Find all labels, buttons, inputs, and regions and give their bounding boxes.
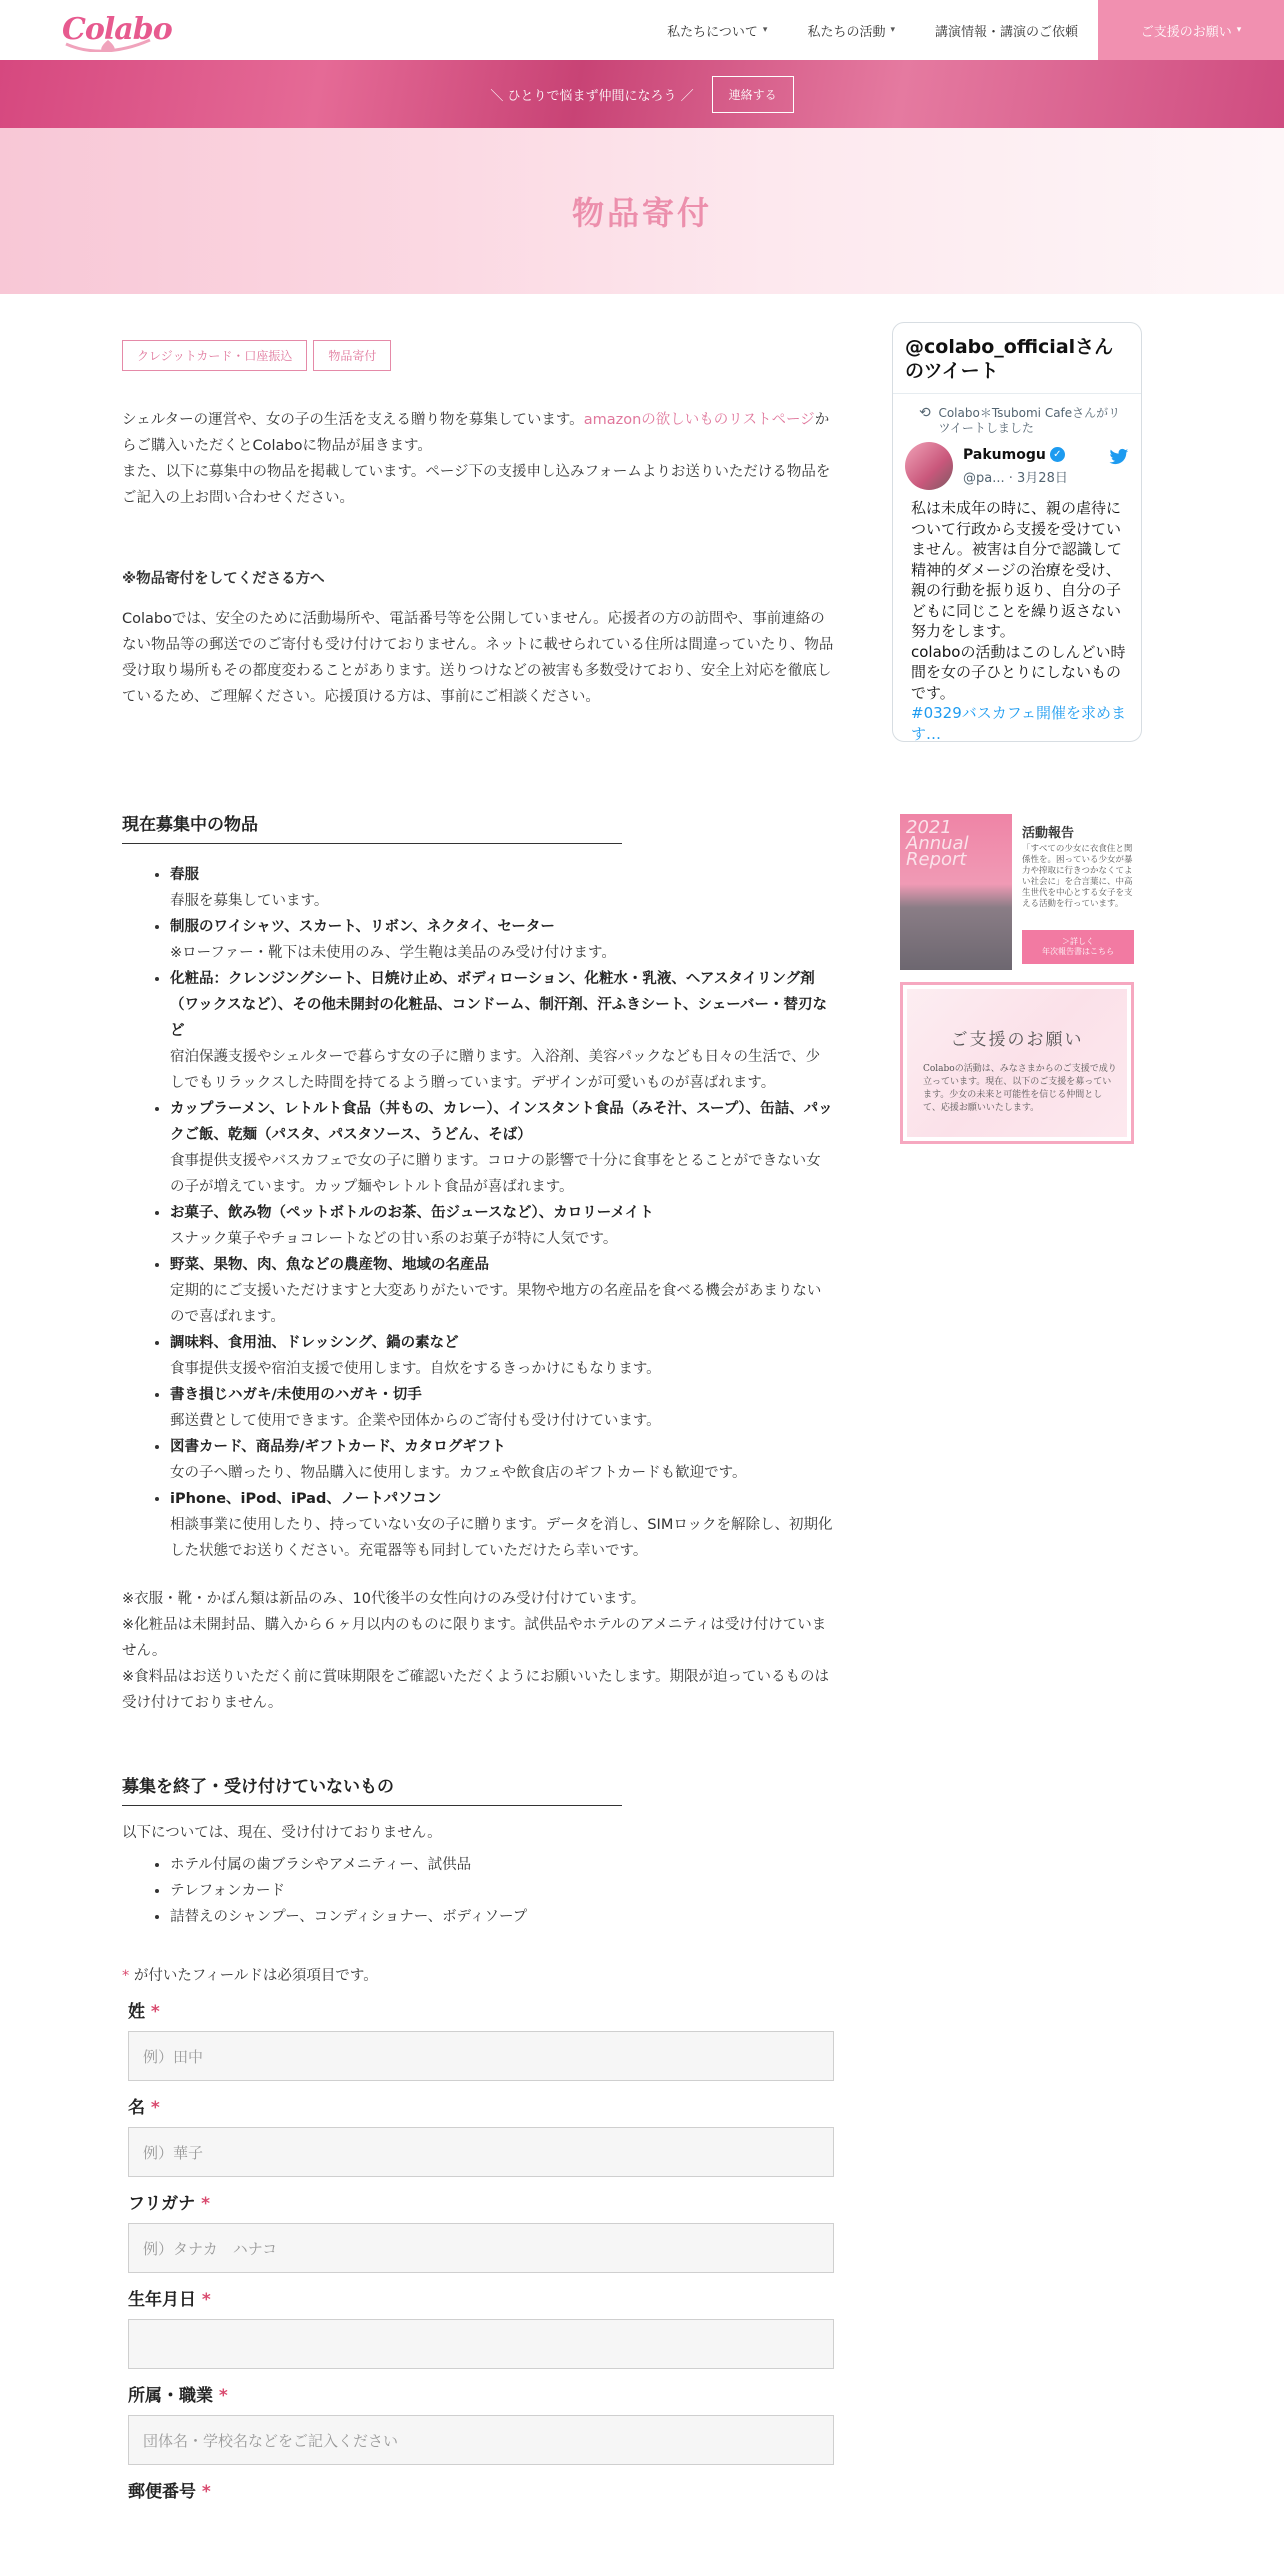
verified-badge-icon: ✓	[1050, 447, 1065, 462]
list-item	[170, 1200, 834, 1252]
contact-button[interactable]: 連絡する	[712, 76, 794, 113]
affiliation-label	[128, 2381, 834, 2407]
chevron-down-icon: ▾	[890, 25, 895, 35]
birthdate-input[interactable]	[128, 2319, 834, 2369]
last-name-label	[128, 1997, 834, 2023]
note-line: ※化粧品は未開封品、購入から６ヶ月以内のものに限ります。試供品やホテルのアメニティは受け付けていません。	[122, 1617, 827, 1659]
field-label-text: 生年月日	[128, 2290, 196, 2310]
tag-goods-donation[interactable]: 物品寄付	[313, 340, 391, 371]
field-label-text: 郵便番号	[128, 2482, 196, 2502]
list-item	[170, 1252, 834, 1330]
nav-support-label: ご支援のお願い	[1140, 24, 1232, 40]
item-desc: 食事提供支援や宿泊支援で使用します。自炊をするきっかけにもなります。	[170, 1361, 661, 1377]
annual-report-cover[interactable]	[900, 814, 1012, 970]
closed-items-title: 募集を終了・受け付けていないもの	[122, 1772, 622, 1806]
list-item	[170, 1096, 834, 1200]
amazon-wishlist-link[interactable]: amazonの欲しいものリストページ	[583, 412, 815, 428]
required-star: *	[201, 2290, 211, 2310]
intro-text	[122, 407, 834, 511]
note-line: ※衣服・靴・かばん類は新品のみ、10代後半の女性向けのみ受け付けています。	[122, 1591, 646, 1607]
current-items-title: 現在募集中の物品	[122, 810, 622, 844]
annual-report-cover-text: 2021 Annual Report	[906, 817, 969, 870]
annual-report-text: 「すべての少女に衣食住と関係性を。困っている少女が暴力や搾取に行きつかなくてよい社会に」を合言葉に、中高生世代を中心とする女子を支える活動を行っています。	[1022, 844, 1133, 909]
birthdate-label	[128, 2285, 834, 2311]
tweet-body	[893, 490, 1141, 742]
closed-items-list	[122, 1852, 834, 1930]
list-item	[170, 1382, 834, 1434]
user-name: Pakumogu	[963, 446, 1046, 463]
nav-lectures-label: 講演情報・講演のご依頼	[934, 24, 1078, 40]
tweet-text: 私は未成年の時に、親の虐待について行政から支援を受けていません。被害は自分で認識して精神的ダメージの治療を受け、親の行動を振り返り、自分の子どもに同じことを繰り返さない努力をします。 colaboの活動はこのしんどい時間を女の子ひとりにしないものです。	[911, 499, 1126, 702]
nav-activities-label: 私たちの活動	[807, 24, 886, 40]
nav-about-label: 私たちについて	[667, 24, 758, 40]
first-name-label	[128, 2093, 834, 2119]
annual-report-card[interactable]	[900, 814, 1136, 970]
site-header	[0, 0, 1284, 60]
postal-code-label	[128, 2477, 834, 2503]
list-item	[170, 1434, 834, 1486]
annual-report-title: 活動報告	[1022, 826, 1075, 841]
notice-heading: ※物品寄付をしてくださる方へ	[122, 571, 325, 587]
donation-form	[122, 1997, 834, 2503]
current-items-list	[122, 862, 834, 1564]
tweet-author-name[interactable]	[963, 447, 1109, 463]
support-card-title: ご支援のお願い	[950, 1030, 1084, 1050]
main-content	[122, 340, 834, 2503]
intro-text-2: からご購入いただくとColaboに物品が届きます。	[122, 412, 830, 454]
banner-text: ＼ ひとりで悩まず仲間になろう ／	[490, 88, 694, 104]
list-item	[170, 862, 834, 914]
tweet-hashtag[interactable]: #0329バスカフェ開催を求めます…	[911, 704, 1126, 742]
field-label-text: フリガナ	[128, 2194, 196, 2214]
item-desc: 郵送費として使用できます。企業や団体からのご寄付も受け付けています。	[170, 1413, 661, 1429]
page-title: 物品寄付	[571, 194, 712, 232]
current-items-notes	[122, 1586, 834, 1716]
last-name-input[interactable]: 例）田中	[128, 2031, 834, 2081]
retweet-indicator	[893, 394, 1141, 436]
item-title: • 制服のワイシャツ、スカート、リボン、ネクタイ、セーター	[170, 919, 555, 935]
list-item	[170, 1486, 834, 1564]
required-star: *	[201, 2482, 211, 2502]
tweet-author[interactable]	[893, 436, 1141, 490]
item-title: • 春服	[170, 867, 199, 883]
support-request-card[interactable]	[900, 982, 1134, 1144]
required-star: *	[122, 1968, 130, 1984]
item-title: • 野菜、果物、肉、魚などの農産物、地域の名産品	[170, 1257, 489, 1273]
main-nav	[647, 0, 1284, 60]
furigana-input[interactable]: 例）タナカ ハナコ	[128, 2223, 834, 2273]
item-title: • カップラーメン、レトルト食品（丼もの、カレー）、インスタント食品（みそ汁、スープ）、缶詰、パックご飯、乾麺（パスタ、パスタソース、うどん、そば）	[170, 1101, 833, 1143]
item-desc: 相談事業に使用したり、持っていない女の子に贈ります。データを消し、SIMロックを解除し、初期化した状態でお送りください。充電器等も同封していただけたら幸いです。	[170, 1517, 833, 1559]
nav-activities[interactable]	[787, 0, 915, 60]
required-star: *	[150, 2098, 160, 2118]
furigana-label	[128, 2189, 834, 2215]
item-title: • 調味料、食用油、ドレッシング、鍋の素など	[170, 1335, 459, 1351]
field-label-text: 姓	[128, 2002, 145, 2022]
item-title: • お菓子、飲み物（ペットボトルのお茶、缶ジュースなど）、カロリーメイト	[170, 1205, 654, 1221]
support-card-text: Colaboの活動は、みなさまからのご支援で成り立っています。現在、以下のご支援を募っています。少女の未来と可能性を信じる仲間として、応援お願いいたします。	[923, 1064, 1117, 1113]
list-item	[170, 1330, 834, 1382]
nav-support[interactable]	[1098, 0, 1284, 60]
tweet-handle-date	[963, 467, 1109, 486]
list-item: • テレフォンカード	[170, 1878, 834, 1904]
user-handle: @pa...	[963, 470, 1005, 486]
chevron-down-icon: ▾	[762, 25, 768, 35]
chevron-down-icon: ▾	[1236, 25, 1242, 35]
item-desc: 春服を募集しています。	[170, 893, 329, 909]
page-hero	[0, 128, 1284, 294]
annual-report-button[interactable]: ＞詳しく 年次報告書はこちら	[1022, 930, 1134, 964]
nav-lectures[interactable]	[915, 0, 1098, 60]
item-desc: 食事提供支援やバスカフェで女の子に贈ります。コロナの影響で十分に食事をとることができない女の子が増えています。カップ麺やレトルト食品が喜ばれます。	[170, 1153, 821, 1195]
twitter-timeline-header[interactable]: @colabo_officialさんのツイート	[893, 323, 1141, 394]
intro-text-3: また、以下に募集中の物品を掲載しています。ページ下の支援申し込みフォームよりお送りいただける物品をご記入の上お問い合わせください。	[122, 464, 831, 506]
item-desc: 定期的にご支援いただけますと大変ありがたいです。果物や地方の名産品を食べる機会があまりないので喜ばれます。	[170, 1283, 822, 1325]
required-note	[122, 1964, 834, 1985]
list-item	[170, 914, 834, 966]
logo-text: Colabo	[62, 12, 172, 47]
item-title: • 化粧品：クレンジングシート、日焼け止め、ボディローション、化粧水・乳液、ヘアスタイリング剤（ワックスなど）、その他未開封の化粧品、コンドーム、制汗剤、汗ふきシート、シェーバー・替刃など	[170, 971, 827, 1039]
item-desc: 女の子へ贈ったり、物品購入に使用します。カフェや飲食店のギフトカードも歓迎です。	[170, 1465, 747, 1481]
tag-credit-card[interactable]: クレジットカード・口座振込	[122, 340, 307, 371]
field-label-text: 名	[128, 2098, 145, 2118]
contact-banner	[0, 60, 1284, 128]
required-star: *	[150, 2002, 160, 2022]
affiliation-input[interactable]: 団体名・学校名などをご記入ください	[128, 2415, 834, 2465]
retweet-text: Colabo＊Tsubomi Cafeさんがリツイートしました	[938, 406, 1121, 435]
item-title: • 書き損じハガキ/未使用のハガキ・切手	[170, 1387, 422, 1403]
avatar[interactable]	[905, 442, 953, 490]
required-note-text: が付いたフィールドは必須項目です。	[129, 1968, 378, 1984]
colabo-logo[interactable]	[58, 10, 172, 52]
twitter-bird-icon[interactable]	[1109, 448, 1131, 470]
closed-items-intro: 以下については、現在、受け付けておりません。	[122, 1825, 442, 1841]
list-item: • ホテル付属の歯ブラシやアメニティー、試供品	[170, 1852, 834, 1878]
item-desc: 宿泊保護支援やシェルターで暮らす女の子に贈ります。入浴剤、美容パックなども日々の生活で、少しでもリラックスした時間を持てるよう贈っています。デザインが可愛いものが喜ばれます。	[170, 1049, 821, 1091]
nav-about[interactable]	[647, 0, 787, 60]
list-item: • 詰替えのシャンプー、コンディショナー、ボディソープ	[170, 1904, 834, 1930]
category-tags	[122, 340, 834, 371]
notice-text: Colaboでは、安全のために活動場所や、電話番号等を公開していません。応援者の方の訪問や、事前連絡のない物品等の郵送でのご寄付も受け付けておりません。ネットに載せられている住所は間違っていたり、物品受け取り場所もその都度変わることがあります。送りつけなどの被害も多数受けており、安全上対応を徹底しているため、ご理解ください。応援頂ける方は、事前にご相談ください。	[122, 611, 834, 705]
retweet-icon: ⟲	[919, 405, 931, 421]
item-title: • 図書カード、商品券/ギフトカード、カタログギフト	[170, 1439, 506, 1455]
list-item	[170, 966, 834, 1096]
item-desc: ※ローファー・靴下は未使用のみ、学生鞄は美品のみ受け付けます。	[170, 945, 616, 961]
note-line: ※食料品はお送りいただく前に賞味期限をご確認いただくようにお願いいたします。期限が迫っているものは受け付けておりません。	[122, 1669, 829, 1711]
tweet-author-names	[963, 447, 1109, 486]
required-star: *	[201, 2194, 210, 2214]
required-star: *	[218, 2386, 228, 2406]
tweet-date[interactable]: · 3月28日	[1008, 470, 1068, 486]
field-label-text: 所属・職業	[128, 2386, 213, 2406]
intro-text-1: シェルターの運営や、女の子の生活を支える贈り物を募集しています。	[122, 412, 584, 428]
item-title: • iPhone、iPod、iPad、ノートパソコン	[170, 1491, 442, 1507]
first-name-input[interactable]: 例）華子	[128, 2127, 834, 2177]
item-desc: スナック菓子やチョコレートなどの甘い系のお菓子が特に人気です。	[170, 1231, 618, 1247]
twitter-timeline[interactable]	[892, 322, 1142, 742]
